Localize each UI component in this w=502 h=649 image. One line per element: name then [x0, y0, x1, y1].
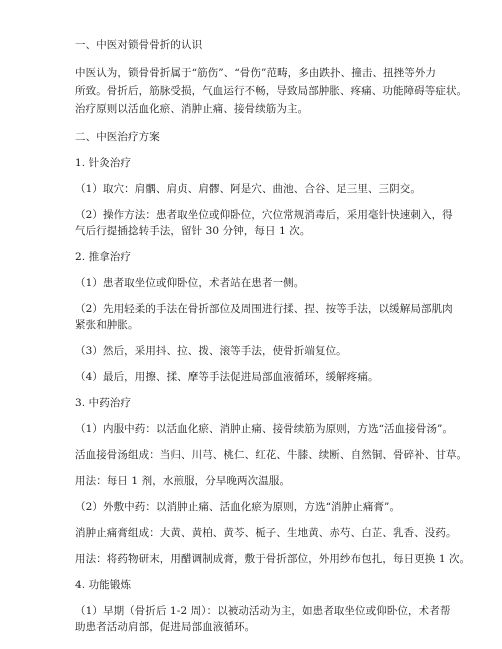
- paragraph-line: （1）取穴：肩髃、肩贞、肩髎、阿是穴、曲池、合谷、足三里、三阴交。: [75, 183, 421, 195]
- paragraph-line: 助患者活动肩部，促进局部血液循环。: [75, 621, 256, 633]
- paragraph-line: （2）先用轻柔的手法在骨折部位及周围进行揉、捏、按等手法，以缓解局部肌肉: [75, 303, 453, 315]
- paragraph-line: 治疗原则以活血化瘀、消肿止痛、接骨续筋为主。: [75, 103, 309, 115]
- paragraph-line: 活血接骨汤组成：当归、川芎、桃仁、红花、牛膝、续断、自然铜、骨碎补、甘草。: [75, 449, 468, 461]
- paragraph-line: （1）早期（骨折后 1-2 周）：以被动活动为主，如患者取坐位或仰卧位，术者帮: [75, 605, 451, 617]
- subsection-heading: 3. 中药治疗: [75, 397, 132, 409]
- paragraph-line: （2）外敷中药：以消肿止痛、活血化瘀为原则，方选“消肿止痛膏”。: [75, 501, 401, 513]
- paragraph-line: 气后行提插捻转手法，留针 30 分钟，每日 1 次。: [75, 225, 311, 237]
- paragraph-line: 用法：每日 1 剂，水煎服，分早晚两次温服。: [75, 475, 291, 487]
- section-heading: 一、中医对锁骨骨折的认识: [75, 39, 203, 51]
- paragraph-line: 紧张和肿胀。: [75, 319, 139, 331]
- subsection-heading: 4. 功能锻炼: [75, 579, 132, 591]
- paragraph-line: （3）然后，采用抖、拉、拨、滚等手法，使骨折端复位。: [75, 345, 347, 357]
- paragraph-line: （4）最后，用擦、揉、摩等手法促进局部血液循环，缓解疼痛。: [75, 371, 379, 383]
- paragraph-line: （1）患者取坐位或仰卧位，术者站在患者一侧。: [75, 277, 305, 289]
- paragraph-line: 用法：将药物研末，用醋调制成膏，敷于骨折部位，外用纱布包扎，每日更换 1 次。: [75, 553, 471, 565]
- subsection-heading: 2. 推拿治疗: [75, 251, 132, 263]
- paragraph-line: （2）操作方法：患者取坐位或仰卧位，穴位常规消毒后，采用毫针快速刺入，得: [75, 209, 453, 221]
- paragraph-line: 消肿止痛膏组成：大黄、黄柏、黄芩、栀子、生地黄、赤芍、白芷、乳香、没药。: [75, 527, 457, 539]
- paragraph-line: （1）内服中药：以活血化瘀、消肿止痛、接骨续筋为原则，方选“活血接骨汤”。: [75, 423, 454, 435]
- paragraph-line: 所致。骨折后，筋脉受损，气血运行不畅，导致局部肿胀、疼痛、功能障碍等症状。: [75, 85, 468, 97]
- subsection-heading: 1. 针灸治疗: [75, 157, 132, 169]
- section-heading: 二、中医治疗方案: [75, 131, 160, 143]
- paragraph-line: 中医认为，锁骨骨折属于“筋伤”、“骨伤”范畴，多由跌扑、撞击、扭挫等外力: [75, 67, 437, 79]
